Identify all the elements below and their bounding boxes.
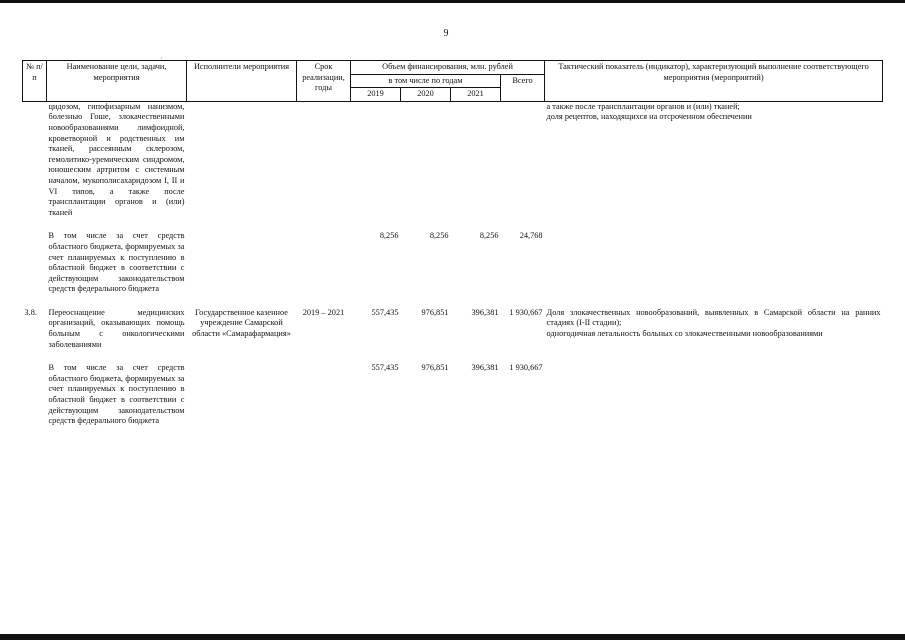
program-activities-table [22, 60, 883, 427]
row-name: В том числе за счет средств областного бюджета, формируемых за счет планируемых к поступлению в областной бюджет в соответствии с действующим законодательством средств федерального бюджета [48, 363, 185, 426]
row-2020: 8,256 [429, 231, 449, 241]
row-spacer [23, 295, 883, 308]
row-2020 [401, 101, 451, 218]
row-spacer [23, 218, 883, 231]
top-border-line [0, 0, 905, 3]
header-year-2019: 2019 [351, 88, 401, 102]
row-2021: 396,381 [471, 307, 499, 317]
row-executor: Государственное казенное учреждение Самарской области «Самарафармация» [192, 307, 291, 339]
row-2019: 8,256 [379, 231, 399, 241]
row-2019 [351, 101, 401, 218]
row-number [23, 101, 47, 218]
page-number: 9 [443, 28, 449, 39]
row-2021: 8,256 [479, 231, 499, 241]
row-total: 1 930,667 [509, 363, 543, 373]
table-row [23, 363, 883, 427]
row-term [297, 101, 351, 218]
header-indicator: Тактический показатель (индикатор), характеризующий выполнение соответствующего мероприятия (мероприятий) [545, 61, 883, 102]
row-total: 1 930,667 [509, 307, 543, 317]
row-executor [187, 101, 297, 218]
table-row [23, 231, 883, 295]
header-name: Наименование цели, задачи, мероприятия [47, 61, 187, 102]
row-2019: 557,435 [371, 307, 399, 317]
row-2021 [451, 101, 501, 218]
row-indicator [545, 363, 883, 427]
bottom-border-line [0, 634, 905, 640]
scan-speck: · [160, 54, 163, 63]
row-spacer [23, 350, 883, 363]
row-total [501, 101, 545, 218]
row-2020: 976,851 [421, 307, 449, 317]
row-total: 24,768 [519, 231, 543, 241]
row-term: 2019 – 2021 [302, 307, 345, 317]
table-row [23, 308, 883, 350]
row-indicator: Доля злокачественных новообразований, выявленных в Самарской области на ранних стадиях (I-II стадии); одногодичная летальность больных со злокачественными новообразованиями [546, 307, 881, 339]
header-term: Срок реализации, годы [297, 61, 351, 102]
header-including-by-years: в том числе по годам [351, 74, 501, 88]
header-total: Всего [501, 74, 545, 101]
row-executor [187, 231, 297, 295]
row-number [23, 231, 47, 295]
row-term [297, 363, 351, 427]
table-row [23, 101, 883, 218]
header-year-2021: 2021 [451, 88, 501, 102]
row-executor [187, 363, 297, 427]
row-2020: 976,851 [421, 363, 449, 373]
row-term [297, 231, 351, 295]
row-number: 3.8. [24, 307, 37, 317]
header-year-2020: 2020 [401, 88, 451, 102]
row-name: В том числе за счет средств областного бюджета, формируемых за счет планируемых к поступлению в областной бюджет в соответствии с действующим законодательством средств федерального бюджета [48, 231, 185, 294]
header-row-1 [23, 61, 883, 75]
row-2019: 557,435 [371, 363, 399, 373]
row-number [23, 363, 47, 427]
row-name: Переоснащение медицинских организаций, оказывающих помощь больным с онкологическими заболеваниями [48, 307, 185, 349]
header-funding: Объем финансирования, млн. рублей [351, 61, 545, 75]
row-indicator [545, 231, 883, 295]
row-2021: 396,381 [471, 363, 499, 373]
header-executor: Исполнители мероприятия [187, 61, 297, 102]
header-no: № п/п [23, 61, 47, 102]
row-name: цидозом, гипофизарным нанизмом, болезнью Гоше, злокачественными новообразованиями лимфоидной, кроветворной и родственных им тканей, рассеянным склерозом, гемолитико-уремическим синдромом, юношеским артритом с системным началом, мукополисахаридозом I, II и VI типов, а также после трансплантации органов и (или) тканей [48, 101, 185, 217]
row-indicator: а также после трансплантации органов и (или) тканей; доля рецептов, находящихся на отсроченном обеспечении [546, 101, 752, 122]
